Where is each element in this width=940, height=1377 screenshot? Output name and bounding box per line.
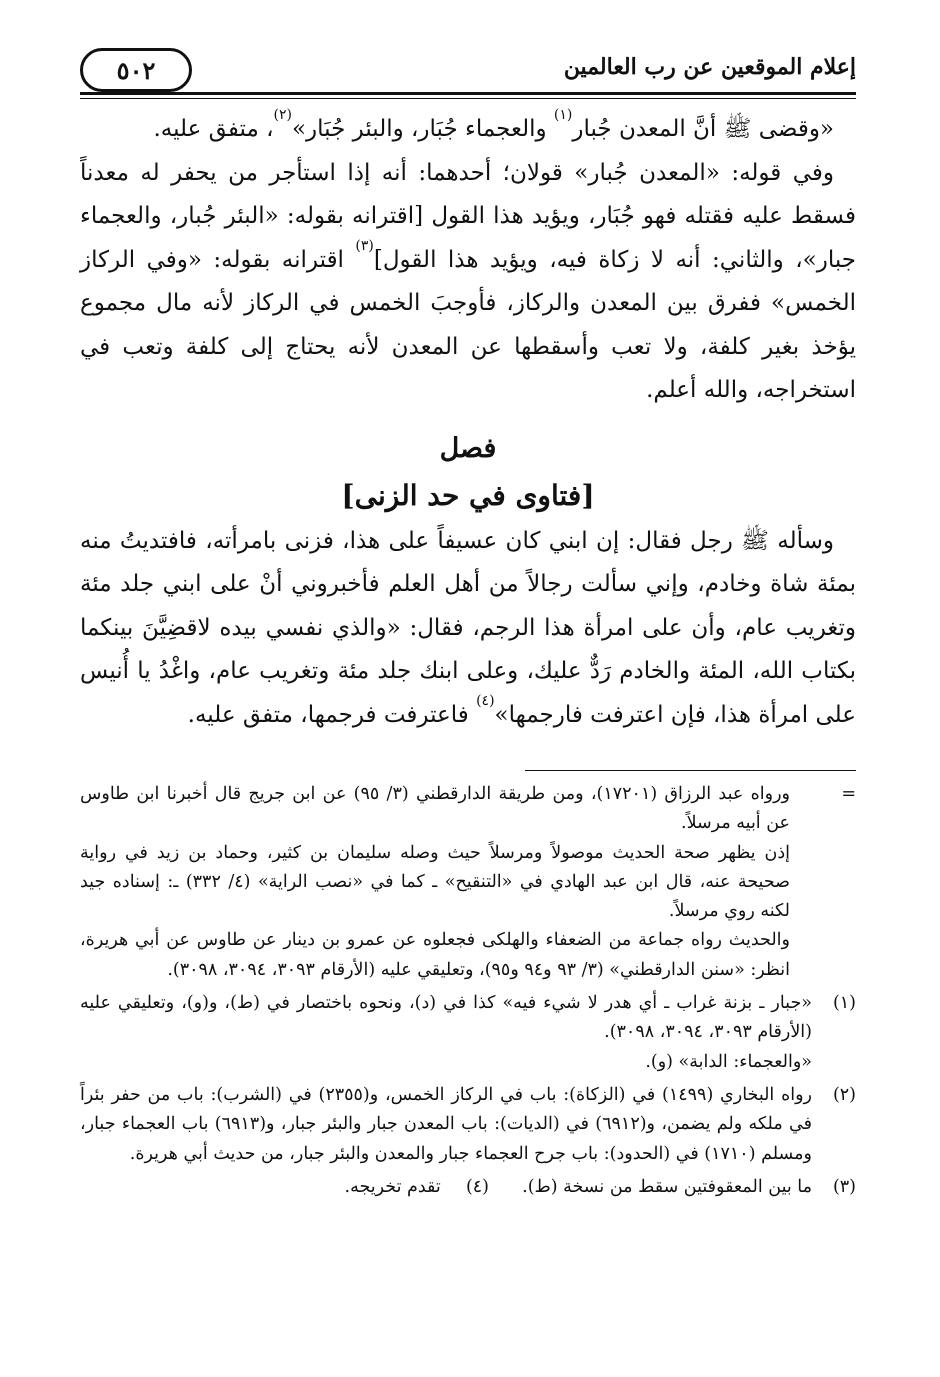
footnote-ref-2[interactable]: (٢) [273, 107, 292, 123]
footnote-text: تقدم تخريجه. [344, 1176, 441, 1197]
footnote-text: إذن يظهر صحة الحديث موصولاً ومرسلاً حيث وصله سليمان بن كثير، وحماد بن زيد في رواية صحيحة عنه، قال ابن عبد الهادي في «التنقيح» ـ كما في «نصب الراية» (٤/ ٣٣٢) ـ: إسناده جيد لكنه روي مرسلاً. [80, 842, 790, 922]
footnote-text: ورواه عبد الرزاق (١٧٢٠١)، ومن طريقة الدارقطني (٣/ ٩٥) عن ابن جريج قال أخبرنا ابن طاوس عن أبيه مرسلاً. [80, 784, 790, 834]
footnote-text: رواه البخاري (١٤٩٩) في (الزكاة): باب في الركاز الخمس، و(٢٣٥٥) في (الشرب): باب من حفر بئراً في ملكه ولم يضمن، و(٦٩١٢) في (الديات): باب المعدن جبار والبئر جبار، و(٦٩١٣) باب العجماء جبار، ومسلم (١٧١٠) في (الحدود): باب جرح العجماء جبار والمعدن والبئر جبار، من حديث أبي هريرة. [80, 1084, 813, 1164]
footnote-1 [80, 989, 856, 1077]
footnote-continuation [80, 780, 856, 985]
footnote-text: «والعجماء: الدابة» (و). [645, 1051, 812, 1072]
footnote-text: «جبار ـ بزنة غراب ـ أي هدر لا شيء فيه» كذا في (د)، ونحوه باختصار في (ط)، و(و)، وتعليقي عليه (الأرقام ٣٠٩٣، ٣٠٩٤، ٣٠٩٨). [80, 993, 812, 1043]
header-rule-thick [80, 92, 856, 95]
page-number-badge [80, 48, 192, 92]
footnote-text: والحديث رواه جماعة من الضعفاء والهلكى فجعلوه عن عمرو بن دينار عن طاوس عن أبي هريرة، انظر: «سنن الدارقطني» (٣/ ٩٣ و٩٤ و٩٥)، وتعليقي عليه (الأرقام ٣٠٩٣، ٣٠٩٤، ٣٠٩٨). [80, 930, 790, 980]
footnote-ref-1[interactable]: (١) [553, 107, 573, 123]
header-rule-thin [80, 98, 856, 99]
paragraph-commentary: وفي قوله: «المعدن جُبار» قولان؛ أحدهما: أنه إذا استأجر من يحفر له معدناً فسقط عليه فقتله فهو جُبَار، ويؤيد هذا القول [اقترانه بقوله: «البئر جُبار، والعجماء جبار»، والثاني: أنه لا زكاة فيه، ويؤيد هذا القول]$^{(٣)}$ اقترانه بقوله: «وفي الركاز الخمس» ففرق بين المعدن والركاز، فأوجبَ الخمس في الركاز لأنه مال مجموع يؤخذ بغير كلفة، ولا تعب وأسقطها عن المعدن لأنه يحتاج إلى كلفة وتعب في استخراجه، والله أعلم. [80, 159, 856, 403]
page-number: ٥٠٢ [116, 55, 156, 85]
footnote-mark: (٢) [832, 1084, 856, 1105]
footnotes [80, 780, 856, 1206]
paragraph-hadith-asif: وسأله ﷺ رجل فقال: إن ابني كان عسيفاً على هذا، فزنى بامرأته، فافتديتُ منه بمئة شاة وخادم، وإني سألت رجالاً من أهل العلم فأخبروني أنْ على ابني جلد مئة وتغريب عام، وأن على امرأة هذا الرجم، فقال: «والذي نفسي بيده لاقضِيَّنَ بينكما بكتاب الله، المئة والخادم رَدٌّ عليك، وعلى ابنك جلد مئة وتغريب عام، واغْدُ يا أُنيس على امرأة هذا، فإن اعترفت فارجمها»$^{(٤)}$ فاعترفت فرجمها، متفق عليه. [80, 527, 857, 728]
footnote-ref-3[interactable]: (٣) [355, 237, 374, 254]
footnote-2 [80, 1081, 856, 1169]
paragraph-hadith-jubar: «وقضى ﷺ أنَّ المعدن جُبار$^{(١)}$ والعجماء جُبَار، والبئر جُبَار»$^{(٢)}$، متفق عليه. [153, 107, 834, 142]
footnote-mark: (٤) [465, 1176, 489, 1197]
footnote-ref-4[interactable]: (٤) [476, 692, 495, 709]
footnote-mark: (١) [832, 993, 856, 1014]
footnote-3-4 [80, 1173, 856, 1202]
footnote-separator [525, 770, 856, 771]
continuation-mark: = [841, 784, 856, 804]
footnote-text: ما بين المعقوفتين سقط من نسخة (ط). [522, 1176, 812, 1197]
main-text [80, 108, 856, 737]
section-subtitle: [فتاوى في حد الزنى] [341, 479, 595, 512]
running-title: إعلام الموقعين عن رب العالمين [563, 54, 856, 80]
section-title: فصل [439, 432, 497, 464]
footnote-mark: (٣) [832, 1176, 856, 1197]
